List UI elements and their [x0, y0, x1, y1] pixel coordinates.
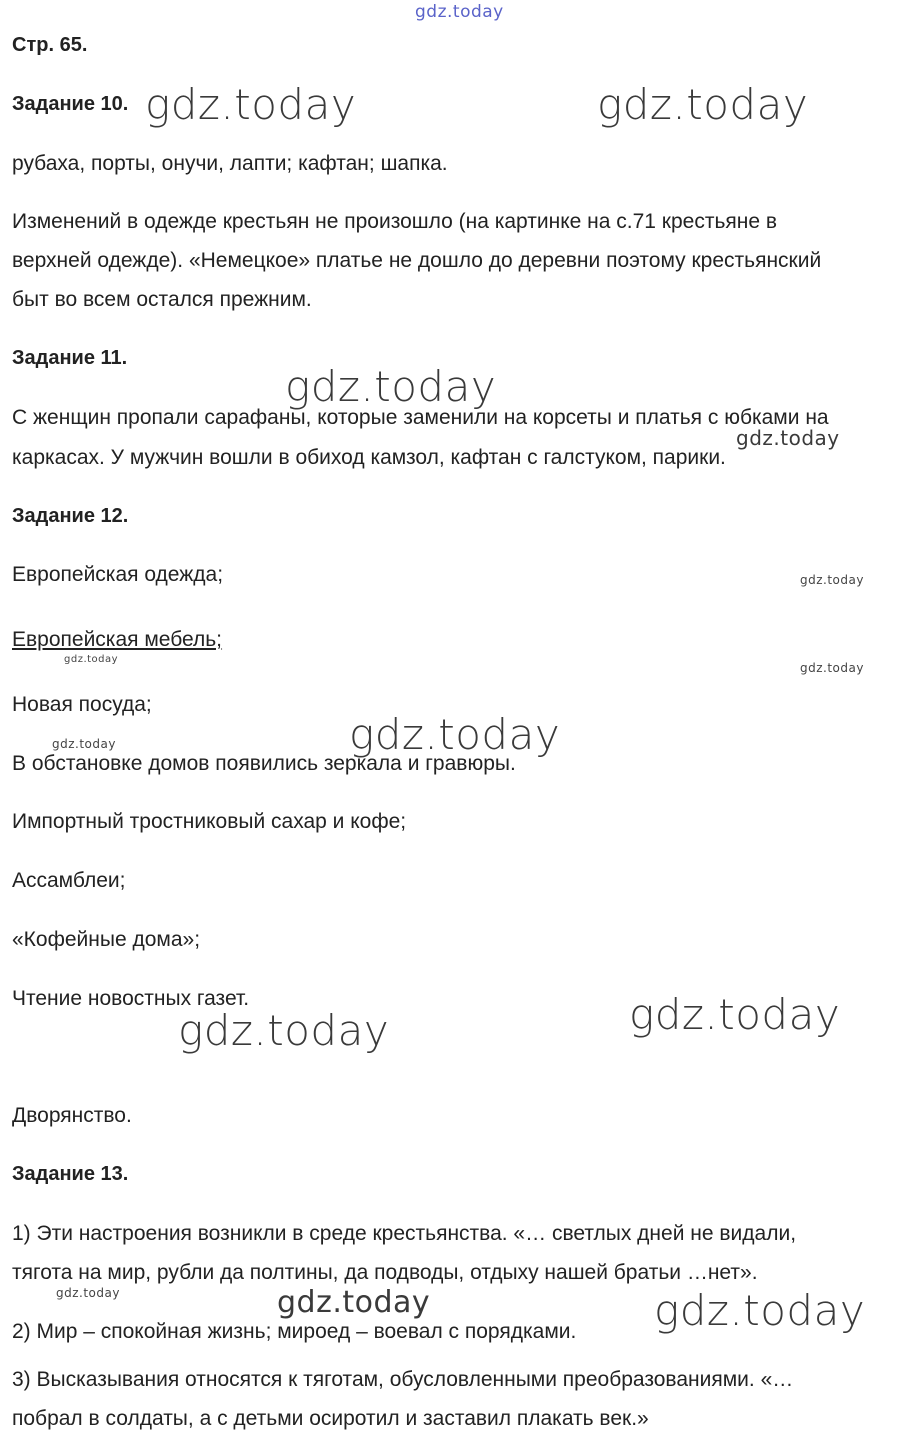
task-12-item: В обстановке домов появились зеркала и гравюры. [12, 752, 516, 775]
task-12-item: Новая посуда; [12, 693, 152, 716]
task-11-paragraph-line: С женщин пропали сарафаны, которые заменили на корсеты и платья с юбками на [12, 406, 829, 429]
watermark: gdz.today [145, 80, 357, 129]
watermark: gdz.today [800, 661, 864, 675]
task-12-answer: Дворянство. [12, 1104, 132, 1127]
task-13-heading: Задание 13. [12, 1163, 129, 1185]
task-12-item: Европейская мебель; [12, 628, 223, 651]
watermark: gdz.today [597, 80, 809, 129]
task-11-heading: Задание 11. [12, 347, 128, 369]
watermark: gdz.today [178, 1006, 390, 1055]
task-12-item: Ассамблеи; [12, 869, 126, 892]
watermark: gdz.today [800, 573, 864, 587]
task-12-heading: Задание 12. [12, 505, 129, 527]
task-12-item: «Кофейные дома»; [12, 928, 201, 951]
task-13-line: тягота на мир, рубли да полтины, да подводы, отдыху нашей братьи …нет». [12, 1261, 758, 1284]
task-11-paragraph-line: каркасах. У мужчин вошли в обиход камзол, кафтан с галстуком, парики. [12, 446, 726, 469]
watermark: gdz.today [349, 710, 561, 759]
task-12-item: Импортный тростниковый сахар и кофе; [12, 810, 407, 833]
task-10-answer-line: рубаха, порты, онучи, лапти; кафтан; шапка. [12, 152, 448, 175]
task-13-line: 1) Эти настроения возникли в среде крестьянства. «… светлых дней не видали, [12, 1222, 797, 1245]
watermark: gdz.today [56, 1286, 120, 1300]
task-12-item: Чтение новостных газет. [12, 987, 250, 1010]
task-10-paragraph-line: быт во всем остался прежним. [12, 288, 312, 311]
task-10-paragraph-line: верхней одежде). «Немецкое» платье не дошло до деревни поэтому крестьянский [12, 249, 822, 272]
watermark-top: gdz.today [415, 2, 504, 22]
watermark: gdz.today [629, 990, 841, 1039]
task-13-line: побрал в солдаты, а с детьми осиротил и заставил плакать век.» [12, 1407, 649, 1430]
task-13-line: 2) Мир – спокойная жизнь; мироед – воевал с порядками. [12, 1320, 577, 1343]
watermark: gdz.today [64, 654, 119, 665]
watermark: gdz.today [654, 1286, 866, 1335]
task-10-paragraph-line: Изменений в одежде крестьян не произошло (на картинке на с.71 крестьяне в [12, 210, 778, 233]
task-12-item: Европейская одежда; [12, 563, 224, 586]
watermark: gdz.today [736, 426, 840, 450]
page-label: Стр. 65. [12, 34, 88, 56]
watermark: gdz.today [285, 362, 497, 411]
watermark: gdz.today [52, 737, 116, 751]
task-10-heading: Задание 10. [12, 93, 129, 115]
task-13-line: 3) Высказывания относятся к тяготам, обусловленными преобразованиями. «… [12, 1368, 794, 1391]
watermark: gdz.today [277, 1285, 431, 1320]
